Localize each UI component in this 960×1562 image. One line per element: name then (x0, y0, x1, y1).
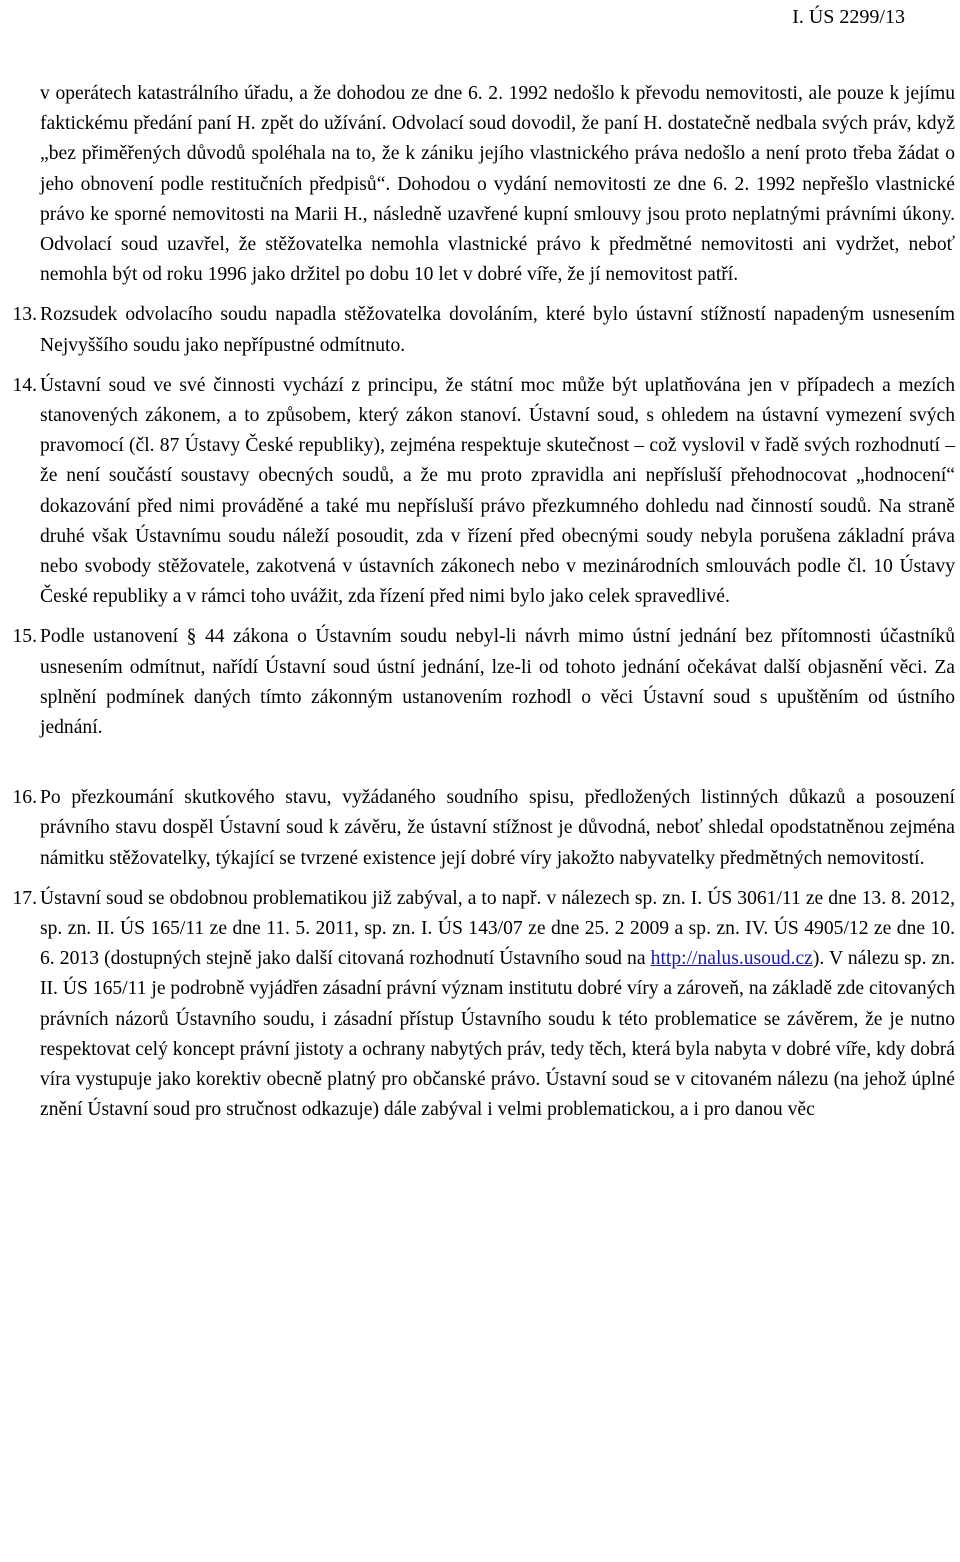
paragraph-text: Ústavní soud ve své činnosti vychází z principu, že státní moc může být uplatňována jen v případech a mezích stanovených zákonem, a to způsobem, který zákon stanoví. Ústavní soud, s ohledem na ústavní vymezení svých pravomocí (čl. 87 Ústavy České republiky), zejména respektuje skutečnost – což vyslovil v řadě svých rozhodnutí – že není součástí soustavy obecných soudů, a že mu proto zpravidla ani nepřísluší přehodnocovat „hodnocení“ dokazování před nimi prováděné a také mu nepřísluší právo přezkumného dohledu nad činností soudů. Na straně druhé však Ústavnímu soudu náleží posoudit, zda v řízení před obecnými soudy nebyla porušena základní práva nebo svobody stěžovatele, zakotvená v ústavních zákonech nebo v mezinárodních smlouvách podle čl. 10 Ústavy České republiky a v rámci toho uvážit, zda řízení před nimi bylo jako celek spravedlivé. (40, 374, 955, 608)
paragraph-text: Rozsudek odvolacího soudu napadla stěžovatelka dovoláním, které bylo ústavní stížností napadeným usnesením Nejvyššího soudu jako nepřípustné odmítnuto. (40, 304, 955, 356)
paragraph-17: 17. Ústavní soud se obdobnou problematikou již zabýval, a to např. v nálezech sp. zn. I. ÚS 3061/11 ze dne 13. 8. 2012, sp. zn. II. ÚS 165/11 ze dne 11. 5. 2011, sp. zn. I. ÚS 143/07 ze dne 25. 2 2009 a sp. zn. IV. ÚS 4905/12 ze dne 10. 6. 2013 (dostupných stejně jako další citovaná rozhodnutí Ústavního soud na http://nalus.usoud.cz). V nálezu sp. zn. II. ÚS 165/11 je podrobně vyjádřen zásadní právní význam institutu dobré víry a zároveň, na základě zde citovaných právních názorů Ústavního soudu, i zásadní přístup Ústavního soudu k této problematice se závěrem, že je nutno respektovat celý koncept právní jistoty a ochrany nabytých práv, tedy těch, která byla nabyta v dobré víře, kdy dobrá víra vystupuje jako korektiv obecně platný pro občanské právo. Ústavní soud se v citovaném nálezu (na jehož úplné znění Ústavní soud pro stručnost odkazuje) dále zabýval i velmi problematickou, a i pro danou věc (40, 884, 955, 1126)
paragraph-text-part: Ústavní soud se obdobnou problematikou již zabýval, a to např. v nálezech sp. zn. I. ÚS 3061/11 ze dne 13. 8. 2012, sp. zn. II. ÚS 165/11 ze dne 11. 5. 2011, sp. zn. I. ÚS 143/07 ze dne 25. 2 2009 a sp. zn. IV. ÚS 4905/12 ze dne 10. 6. 2013 (dostupných stejně jako další citovaná rozhodnutí Ústavního soud na (40, 887, 955, 970)
paragraph-15: 15. Podle ustanovení § 44 zákona o Ústavním soudu nebyl-li návrh mimo ústní jednání bez přítomnosti účastníků usnesením odmítnut, nařídí Ústavní soud ústní jednání, lze-li od tohoto jednání očekávat další objasnění věci. Za splnění podmínek daných tímto zákonným ustanovením rozhodl o věci Ústavní soud s upuštěním od ústního jednání. (40, 622, 955, 743)
document-body (12, 79, 955, 1136)
nalus-link[interactable]: http://nalus.usoud.cz (650, 948, 813, 970)
paragraph-text: Po přezkoumání skutkového stavu, vyžádaného soudního spisu, předložených listinných důkazů a posouzení právního stavu dospěl Ústavní soud k závěru, že ústavní stížnost je důvodná, neboť shledal opodstatněnou zejména námitku stěžovatelky, týkající se tvrzené existence její dobré víry jakožto nabyvatelky předmětných nemovitostí. (40, 787, 955, 869)
paragraph-text-part: ). V nálezu sp. zn. II. ÚS 165/11 je podrobně vyjádřen zásadní právní význam institutu dobré víry a zároveň, na základě zde citovaných právních názorů Ústavního soudu, i zásadní přístup Ústavního soudu k této problematice se závěrem, že je nutno respektovat celý koncept právní jistoty a ochrany nabytých práv, tedy těch, která byla nabyta v dobré víře, kdy dobrá víra vystupuje jako korektiv obecně platný pro občanské právo. Ústavní soud se v citovaném nálezu (na jehož úplné znění Ústavní soud pro stručnost odkazuje) dále zabýval i velmi problematickou, a i pro danou věc (40, 948, 955, 1121)
intro-paragraph: v operátech katastrálního úřadu, a že dohodou ze dne 6. 2. 1992 nedošlo k převodu nemovitosti, ale pouze k jejímu faktickému předání paní H. zpět do užívání. Odvolací soud dovodil, že paní H. dostatečně nedbala svých práv, když „bez přiměřených důvodů spoléhala na to, že k zániku jejího vlastnického práva nedošlo a není proto třeba žádat o jeho obnovení podle restitučních předpisů“. Dohodou o vydání nemovitosti ze dne 6. 2. 1992 nepřešlo vlastnické právo ke sporné nemovitosti na Marii H., následně uzavřené kupní smlouvy jsou proto neplatnými právními úkony. Odvolací soud uzavřel, že stěžovatelka nemohla vlastnické právo k předmětné nemovitosti ani vydržet, neboť nemohla být od roku 1996 jako držitel po dobu 10 let v dobré víře, že jí nemovitost patří. (40, 83, 955, 286)
paragraph-text: Podle ustanovení § 44 zákona o Ústavním soudu nebyl-li návrh mimo ústní jednání bez přítomnosti účastníků usnesením odmítnut, nařídí Ústavní soud ústní jednání, lze-li od tohoto jednání očekávat další objasnění věci. Za splnění podmínek daných tímto zákonným ustanovením rozhodl o věci Ústavní soud s upuštěním od ústního jednání. (40, 626, 955, 739)
paragraph-16: 16. Po přezkoumání skutkového stavu, vyžádaného soudního spisu, předložených listinných důkazů a posouzení právního stavu dospěl Ústavní soud k závěru, že ústavní stížnost je důvodná, neboť shledal opodstatněnou zejména námitku stěžovatelky, týkající se tvrzené existence její dobré víry jakožto nabyvatelky předmětných nemovitostí. (40, 783, 955, 874)
paragraph-13: 13. Rozsudek odvolacího soudu napadla stěžovatelka dovoláním, které bylo ústavní stížností napadeným usnesením Nejvyššího soudu jako nepřípustné odmítnuto. (40, 300, 955, 360)
case-number-header: I. ÚS 2299/13 (792, 6, 905, 28)
paragraph-14: 14. Ústavní soud ve své činnosti vychází z principu, že státní moc může být uplatňována jen v případech a mezích stanovených zákonem, a to způsobem, který zákon stanoví. Ústavní soud, s ohledem na ústavní vymezení svých pravomocí (čl. 87 Ústavy České republiky), zejména respektuje skutečnost – což vyslovil v řadě svých rozhodnutí – že není součástí soustavy obecných soudů, a že mu proto zpravidla ani nepřísluší přehodnocovat „hodnocení“ dokazování před nimi prováděné a také mu nepřísluší právo přezkumného dohledu nad činností soudů. Na straně druhé však Ústavnímu soudu náleží posoudit, zda v řízení před obecnými soudy nebyla porušena základní práva nebo svobody stěžovatele, zakotvená v ústavních zákonech nebo v mezinárodních smlouvách podle čl. 10 Ústavy České republiky a v rámci toho uvážit, zda řízení před nimi bylo jako celek spravedlivé. (40, 371, 955, 613)
paragraph-text (40, 884, 955, 1126)
